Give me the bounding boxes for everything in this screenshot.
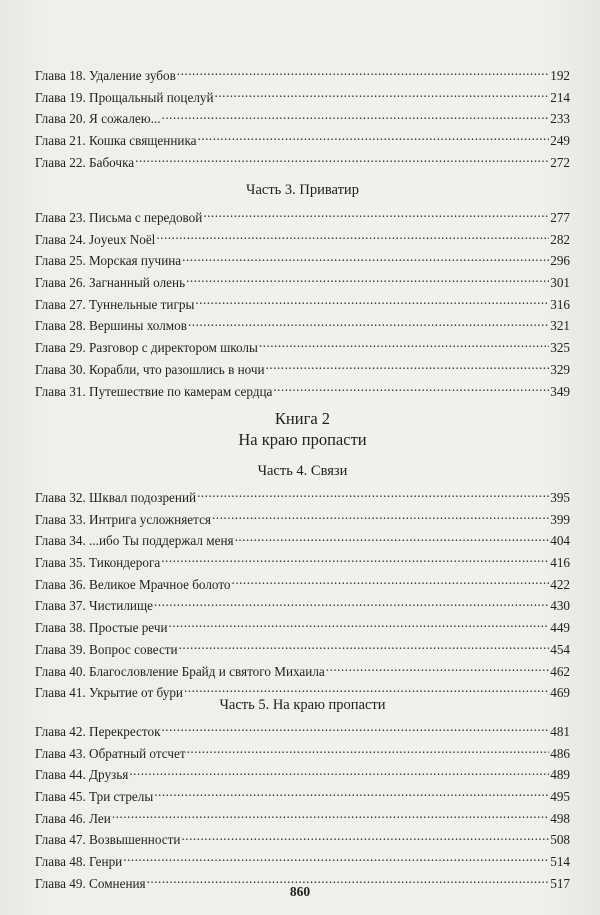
chapter-page-number: 481: [550, 724, 570, 739]
chapter-title: Глава 38. Простые речи: [35, 620, 168, 636]
chapter-page-number: 316: [550, 296, 570, 312]
dot-leader: [273, 382, 549, 395]
toc-entry: [35, 337, 570, 359]
chapter-title: Глава 40. Благословление Брайд и святого Михаила: [35, 663, 325, 679]
dot-leader: [161, 554, 549, 567]
toc-entry: [35, 381, 570, 403]
chapter-title: Глава 45. Три стрелы: [35, 789, 154, 805]
dot-leader: [181, 831, 549, 844]
chapter-page-number: 469: [550, 685, 570, 701]
dot-leader: [182, 252, 549, 265]
chapter-page-number: 498: [550, 810, 570, 826]
toc-entry: [35, 250, 570, 272]
toc-entry: [35, 764, 570, 786]
chapter-title: Глава 31. Путешествие по камерам сердца: [35, 383, 273, 399]
chapter-page-number: 449: [550, 620, 570, 636]
toc-entry: [35, 721, 570, 743]
toc-entry: [35, 509, 570, 531]
toc-entry: [35, 851, 570, 873]
dot-leader: [162, 723, 550, 736]
toc-entry: [35, 639, 570, 661]
chapter-title: Глава 24. Joyeux Noël: [35, 231, 156, 247]
toc-entry: [35, 595, 570, 617]
chapter-page-number: 454: [550, 641, 570, 657]
toc-entry: [35, 207, 570, 229]
chapter-title: Глава 29. Разговор с директором школы: [35, 340, 258, 356]
dot-leader: [154, 788, 549, 801]
dot-leader: [197, 489, 549, 502]
chapter-page-number: 301: [550, 275, 570, 291]
chapter-page-number: 422: [550, 576, 570, 592]
dot-leader: [162, 110, 550, 123]
chapter-title: Глава 33. Интрига усложняется: [35, 511, 211, 527]
toc-entry: [35, 552, 570, 574]
toc-entry: [35, 108, 570, 130]
chapter-title: Глава 39. Вопрос совести: [35, 641, 178, 657]
toc-entry: [35, 294, 570, 316]
part-title: Часть 3. Приватир: [246, 182, 359, 198]
dot-leader: [235, 532, 550, 545]
toc-entry: [35, 359, 570, 381]
dot-leader: [135, 154, 549, 167]
part-title: Часть 4. Связи: [257, 463, 348, 479]
chapter-title: Глава 34. ...ибо Ты поддержал меня: [35, 533, 234, 549]
chapter-page-number: 489: [550, 767, 570, 783]
dot-leader: [215, 89, 550, 102]
chapter-title: Глава 18. Удаление зубов: [35, 68, 176, 83]
toc-entry: [35, 786, 570, 808]
chapter-title: Глава 27. Туннельные тигры: [35, 296, 195, 312]
book-title: На краю пропасти: [238, 430, 367, 449]
chapter-title: Глава 32. Шквал подозрений: [35, 490, 197, 505]
toc-list-part5: [35, 721, 570, 895]
toc-entry: [35, 229, 570, 251]
dot-leader: [169, 619, 550, 632]
toc-list-part3: [35, 207, 570, 402]
dot-leader: [198, 132, 550, 145]
chapter-page-number: 508: [550, 832, 570, 848]
chapter-title: Глава 41. Укрытие от бури: [35, 685, 183, 701]
chapter-title: Глава 35. Тикондерога: [35, 555, 161, 571]
toc-entry: [35, 808, 570, 830]
dot-leader: [179, 641, 550, 654]
chapter-page-number: 395: [550, 490, 570, 505]
toc-entry: [35, 272, 570, 294]
toc-entry: [35, 617, 570, 639]
chapter-page-number: 495: [550, 789, 570, 805]
chapter-page-number: 404: [550, 533, 570, 549]
dot-leader: [188, 317, 549, 330]
dot-leader: [177, 67, 549, 80]
chapter-page-number: 486: [550, 745, 570, 761]
chapter-page-number: 192: [550, 68, 570, 83]
chapter-title: Глава 42. Перекресток: [35, 724, 161, 739]
chapter-title: Глава 44. Друзья: [35, 767, 129, 783]
chapter-page-number: 277: [550, 210, 570, 225]
dot-leader: [195, 296, 549, 309]
toc-entry: [35, 829, 570, 851]
toc-entry: [35, 574, 570, 596]
toc-entry: [35, 152, 570, 174]
chapter-page-number: 296: [550, 253, 570, 269]
chapter-page-number: 272: [550, 154, 570, 170]
chapter-page-number: 462: [550, 663, 570, 679]
chapter-title: Глава 37. Чистилище: [35, 598, 153, 614]
chapter-title: Глава 26. Загнанный олень: [35, 275, 186, 291]
toc-entry: [35, 130, 570, 152]
dot-leader: [266, 361, 550, 374]
dot-leader: [212, 511, 549, 524]
chapter-title: Глава 22. Бабочка: [35, 154, 135, 170]
toc-list-part2-end: [35, 65, 570, 173]
chapter-page-number: 430: [550, 598, 570, 614]
toc-entry: [35, 661, 570, 683]
toc-entry: [35, 530, 570, 552]
chapter-title: Глава 19. Прощальный поцелуй: [35, 89, 214, 105]
dot-leader: [259, 339, 549, 352]
dot-leader: [112, 810, 549, 823]
chapter-title: Глава 20. Я сожалею...: [35, 111, 161, 127]
chapter-page-number: 321: [550, 318, 570, 334]
dot-leader: [156, 231, 549, 244]
chapter-page-number: 233: [550, 111, 570, 127]
chapter-page-number: 214: [550, 89, 570, 105]
dot-leader: [184, 684, 549, 697]
chapter-page-number: 325: [550, 340, 570, 356]
chapter-page-number: 349: [550, 383, 570, 399]
chapter-title: Глава 28. Вершины холмов: [35, 318, 187, 334]
chapter-title: Глава 46. Леи: [35, 810, 111, 826]
dot-leader: [187, 745, 550, 758]
chapter-title: Глава 43. Обратный отсчет: [35, 745, 186, 761]
chapter-page-number: 517: [550, 875, 570, 891]
dot-leader: [123, 853, 549, 866]
dot-leader: [326, 662, 549, 675]
chapter-page-number: 416: [550, 555, 570, 571]
toc-entry: [35, 487, 570, 509]
chapter-page-number: 329: [550, 361, 570, 377]
part-title: Часть 5. На краю пропасти: [219, 697, 386, 713]
chapter-title: Глава 23. Письма с передовой: [35, 210, 203, 225]
toc-entry: [35, 65, 570, 87]
chapter-title: Глава 21. Кошка священника: [35, 133, 197, 149]
chapter-title: Глава 47. Возвышенности: [35, 832, 181, 848]
chapter-title: Глава 48. Генри: [35, 854, 123, 870]
toc-entry: [35, 87, 570, 109]
dot-leader: [129, 766, 549, 779]
dot-leader: [203, 209, 549, 222]
chapter-page-number: 282: [550, 231, 570, 247]
chapter-title: Глава 30. Корабли, что разошлись в ночи: [35, 361, 265, 377]
toc-entry: [35, 315, 570, 337]
chapter-page-number: 514: [550, 854, 570, 870]
page-number: 860: [289, 884, 311, 899]
chapter-title: Глава 36. Великое Мрачное болото: [35, 576, 231, 592]
chapter-title: Глава 25. Морская пучина: [35, 253, 182, 269]
dot-leader: [232, 576, 550, 589]
chapter-title: Глава 49. Сомнения: [35, 875, 146, 891]
chapter-page-number: 399: [550, 511, 570, 527]
dot-leader: [154, 597, 549, 610]
toc-list-part4: [35, 487, 570, 704]
toc-entry: [35, 743, 570, 765]
dot-leader: [186, 274, 549, 287]
book-number: Книга 2: [274, 409, 331, 428]
chapter-page-number: 249: [550, 133, 570, 149]
